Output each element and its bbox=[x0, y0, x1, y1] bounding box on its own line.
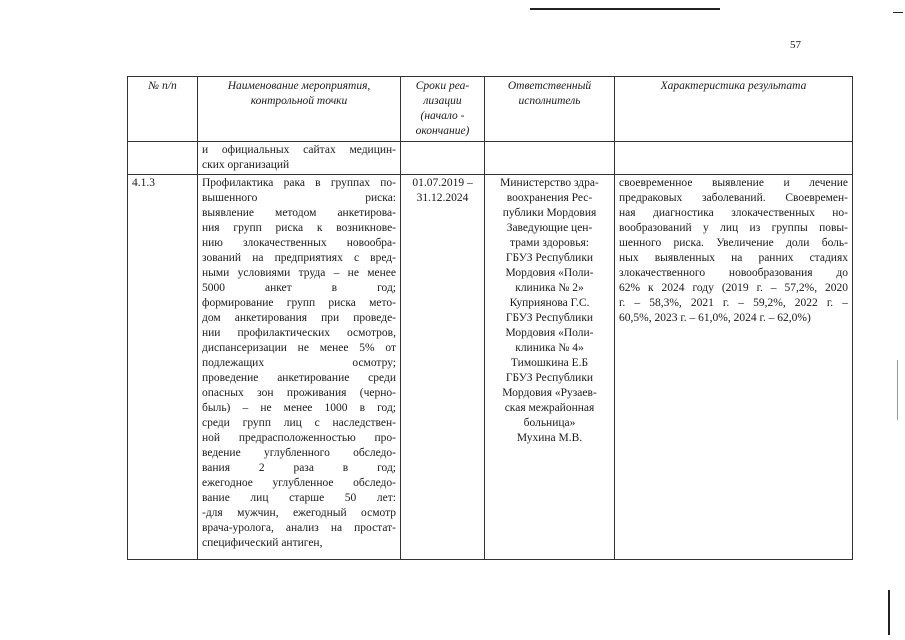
header-result bbox=[615, 77, 853, 142]
measure-text-line: формирование групп риска мето- bbox=[202, 297, 396, 309]
responsible-text-line: трами здоровья: bbox=[510, 237, 589, 249]
header-label-line: исполнитель bbox=[518, 95, 581, 107]
measure-text-line: -для мужчин, ежегодный осмотр bbox=[202, 507, 396, 519]
measure-text-line: ной предрасположенностью про- bbox=[202, 432, 396, 444]
responsible-text-line: публики Мордовия bbox=[502, 207, 597, 219]
measure-text-line: быль) – не менее 1000 в год; bbox=[202, 402, 396, 414]
responsible-text-line: ская межрайонная bbox=[504, 402, 595, 414]
responsible-text-line: Заведующие цен- bbox=[506, 222, 593, 234]
result-text-line: ных выявленных на ранних стадиях bbox=[619, 252, 848, 264]
continuation-name-cell bbox=[198, 142, 401, 175]
responsible-text-line: Мухина М.В. bbox=[516, 432, 583, 444]
result-text-line: ная диагностика злокачественных но- bbox=[619, 207, 848, 219]
continuation-responsible-cell bbox=[485, 142, 615, 175]
row-result-cell bbox=[615, 175, 853, 560]
measure-text-line: нию злокачественных новообра- bbox=[202, 237, 396, 249]
header-label-line: Ответственный bbox=[507, 80, 592, 92]
measure-text-line: 5000 анкет в год; bbox=[202, 282, 396, 294]
measure-text-line: Профилактика рака в группах по- bbox=[202, 177, 396, 189]
scan-artifact-right-edge-lower bbox=[888, 590, 890, 635]
continuation-text-line: ских организаций bbox=[202, 159, 290, 171]
scan-artifact-top-right bbox=[893, 12, 903, 13]
header-label-line: контрольной точки bbox=[250, 95, 348, 107]
plan-table bbox=[127, 76, 853, 560]
measure-text-line: врача-уролога, анализ на простат- bbox=[202, 522, 396, 534]
header-label-line: № п/п bbox=[148, 80, 177, 92]
table-row bbox=[128, 175, 853, 560]
scan-artifact-right-edge bbox=[897, 360, 898, 420]
row-dates-cell bbox=[401, 175, 485, 560]
result-text-line: своевременное выявление и лечение bbox=[619, 177, 848, 189]
responsible-text-line: Куприянова Г.С. bbox=[509, 297, 590, 309]
header-dates bbox=[401, 77, 485, 142]
responsible-text-line: Министерство здра- bbox=[500, 177, 599, 189]
responsible-text-line: ГБУЗ Республики bbox=[505, 252, 594, 264]
scan-artifact-top bbox=[530, 8, 720, 10]
row-number: 4.1.3 bbox=[128, 175, 198, 560]
table-header-row bbox=[128, 77, 853, 142]
responsible-text-line: Мордовия «Поли- bbox=[505, 327, 594, 339]
header-label-line: Характеристика результата bbox=[660, 80, 807, 92]
measure-text-line: выявление методом анкетирова- bbox=[202, 207, 396, 219]
measure-text-line: среди групп лиц с наследствен- bbox=[202, 417, 396, 429]
responsible-text-line: клиника № 2» bbox=[515, 282, 584, 294]
header-label-line: (начало - bbox=[420, 110, 465, 122]
continuation-result-cell bbox=[615, 142, 853, 175]
measure-text-line: вания 2 раза в год; bbox=[202, 462, 396, 474]
measure-text-line: зований на предприятиях с вред- bbox=[202, 252, 396, 264]
measure-text-line: дом анкетирования при проведе- bbox=[202, 312, 396, 324]
measure-text-line: нии профилактических осмотров, bbox=[202, 327, 396, 339]
measure-text-line: вышенного риска: bbox=[202, 192, 396, 204]
row-name-cell bbox=[198, 175, 401, 560]
responsible-text-line: клиника № 4» bbox=[515, 342, 584, 354]
responsible-text-line: Мордовия «Рузаев- bbox=[502, 387, 597, 399]
header-label-line: окончание) bbox=[415, 125, 470, 137]
measure-text-line: ния групп риска к возникнове- bbox=[202, 222, 396, 234]
measure-text-line: опасных зон проживания (черно- bbox=[202, 387, 396, 399]
responsible-text-line: ГБУЗ Республики bbox=[505, 372, 594, 384]
responsible-text-line: Тимошкина Е.Б bbox=[510, 357, 589, 369]
result-text-line: 62% к 2024 году (2019 г. – 57,2%, 2020 bbox=[619, 282, 848, 294]
measure-text-line: диспансеризации не менее 5% от bbox=[202, 342, 396, 354]
continuation-row bbox=[128, 142, 853, 175]
measure-text-line: вание лиц старше 50 лет: bbox=[202, 492, 396, 504]
measure-text-line: проведение анкетирование среди bbox=[202, 372, 396, 384]
header-label-line: Сроки реа- bbox=[415, 80, 470, 92]
result-text-line: 60,5%, 2023 г. – 61,0%, 2024 г. – 62,0%) bbox=[619, 312, 811, 324]
responsible-text-line: воохранения Рес- bbox=[506, 192, 593, 204]
continuation-number-cell bbox=[128, 142, 198, 175]
result-text-line: предраковых заболеваний. Своевремен- bbox=[619, 192, 848, 204]
result-text-line: злокачественного новообразования до bbox=[619, 267, 848, 279]
measure-text-line: подлежащих осмотру; bbox=[202, 357, 396, 369]
header-responsible bbox=[485, 77, 615, 142]
continuation-dates-cell bbox=[401, 142, 485, 175]
responsible-text-line: больница» bbox=[523, 417, 576, 429]
continuation-text-line: и официальных сайтах медицин- bbox=[202, 144, 396, 156]
measure-text-line: ежегодное углубленное обследо- bbox=[202, 477, 396, 489]
result-text-line: шенного риска. Увеличение доли боль- bbox=[619, 237, 848, 249]
result-text-line: вообразований у лиц из группы повы- bbox=[619, 222, 848, 234]
responsible-text-line: Мордовия «Поли- bbox=[505, 267, 594, 279]
result-text-line: г. – 58,3%, 2021 г. – 59,2%, 2022 г. – bbox=[619, 297, 848, 309]
responsible-text-line: ГБУЗ Республики bbox=[505, 312, 594, 324]
date-range-line: 01.07.2019 – bbox=[412, 177, 473, 189]
measure-text-line: ведение углубленного обследо- bbox=[202, 447, 396, 459]
header-number bbox=[128, 77, 198, 142]
measure-text-line: ными условиями труда – не менее bbox=[202, 267, 396, 279]
measure-text-line: специфический антиген, bbox=[202, 537, 323, 549]
header-name bbox=[198, 77, 401, 142]
header-label-line: Наименование мероприятия, bbox=[227, 80, 371, 92]
page-number: 57 bbox=[790, 39, 801, 51]
header-label-line: лизации bbox=[423, 95, 462, 107]
row-responsible-cell bbox=[485, 175, 615, 560]
date-range-line: 31.12.2024 bbox=[416, 192, 469, 204]
